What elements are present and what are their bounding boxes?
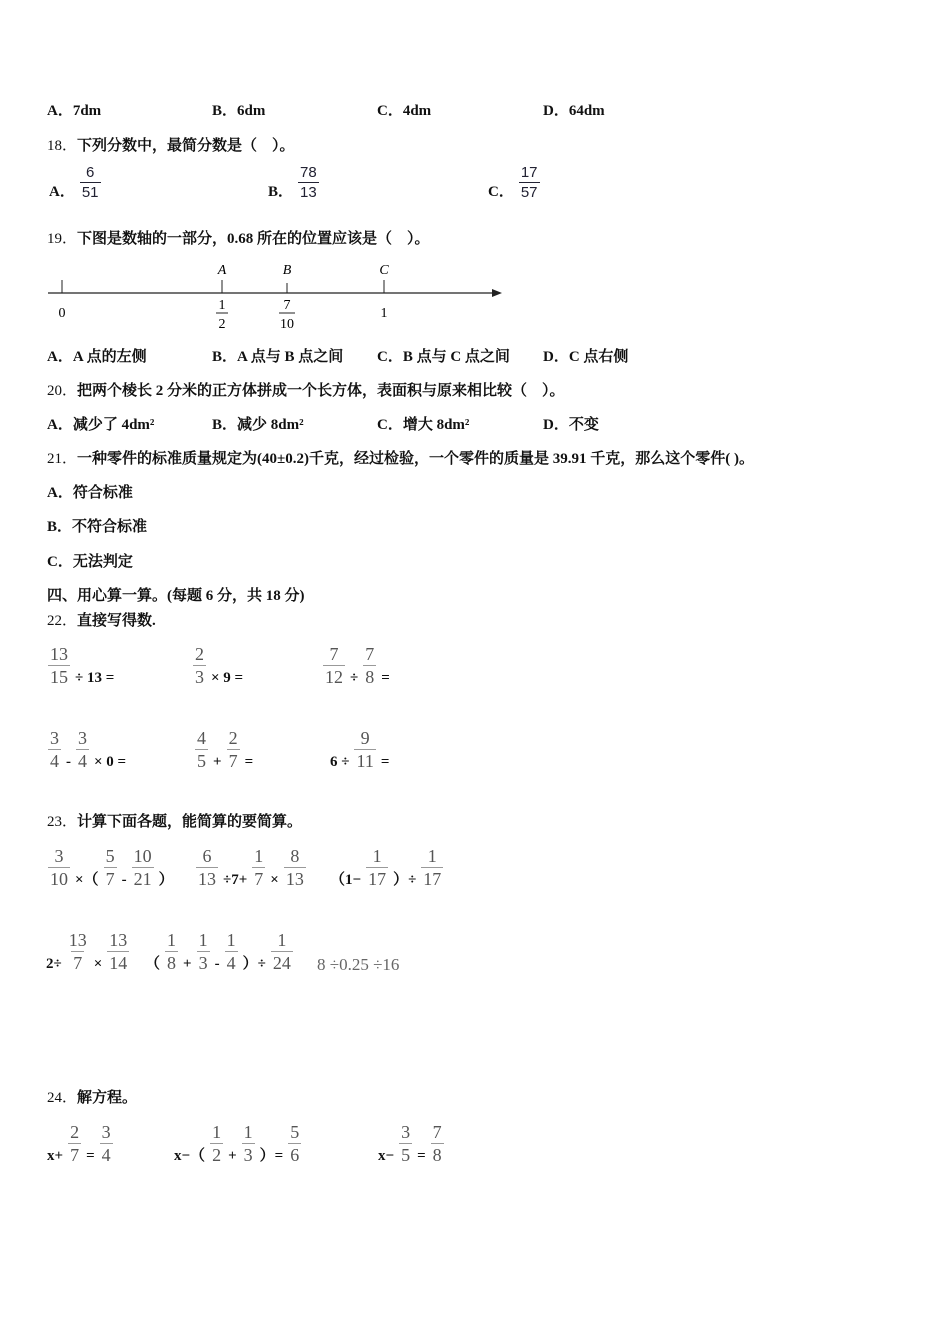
question-text: 一种零件的标准质量规定为(40±0.2)千克，经过检验，一个零件的质量是 39.91 千克，那么这个零件( )。 [77, 451, 754, 467]
q20-option-c[interactable]: C．增大 8dm² [377, 417, 470, 433]
q20-option-b[interactable]: B．减少 8dm² [212, 417, 304, 433]
q18-option-c[interactable] [486, 163, 543, 202]
question-text: 解方程。 [77, 1090, 138, 1106]
numerator: 17 [520, 164, 538, 181]
question-number: 23． [47, 814, 78, 830]
fraction [104, 845, 117, 890]
fraction [431, 1121, 444, 1166]
point-a-label: A [217, 263, 227, 278]
numerator: 1 [372, 846, 382, 866]
q22-expr-6 [328, 727, 391, 772]
q22-expr-4 [45, 727, 128, 772]
numerator: 13 [50, 644, 68, 664]
numerator: 3 [54, 846, 64, 866]
denominator: 5 [197, 751, 206, 771]
q22-expr-2 [190, 643, 245, 688]
numerator: 3 [401, 1122, 411, 1142]
q21-option-a[interactable]: A．符合标准 [47, 485, 133, 501]
operator-text: （1− [330, 872, 362, 888]
fraction [519, 163, 540, 202]
denominator: 8 [432, 1145, 442, 1165]
fraction [366, 845, 388, 890]
numerator: 1 [218, 298, 226, 313]
operator-text: + [228, 1148, 237, 1164]
operator-text: + [213, 754, 222, 770]
numerator: 7 [365, 644, 375, 664]
denominator: 8 [365, 667, 375, 687]
denominator: 7 [254, 869, 264, 889]
q18-question [47, 136, 295, 156]
denominator: 10 [280, 317, 294, 332]
question-text: 下列分数中，最简分数是（ ）。 [77, 138, 295, 154]
q23-question [47, 812, 302, 832]
fraction [76, 727, 89, 772]
q18-option-b[interactable] [266, 163, 322, 202]
fraction [165, 929, 178, 974]
fraction [421, 845, 443, 890]
numerator: 10 [133, 846, 152, 866]
fraction [196, 845, 218, 890]
operator-text: 6 ÷ [330, 754, 350, 770]
numerator: 1 [212, 1122, 222, 1142]
q22-expr-5 [192, 727, 255, 772]
operator-text: = [86, 1148, 95, 1164]
numerator: 9 [360, 728, 370, 748]
denominator: 3 [198, 953, 208, 973]
numerator: 7 [432, 1122, 442, 1142]
numerator: 3 [50, 728, 59, 748]
operator-text: - [214, 956, 220, 972]
operator-text: × 0 = [94, 754, 127, 770]
fraction [193, 643, 206, 688]
fraction [107, 929, 129, 974]
q24-equation-3 [376, 1121, 447, 1166]
denominator: 21 [133, 869, 152, 889]
numerator: 1 [198, 930, 208, 950]
operator-text: ）= [259, 1148, 284, 1164]
numerator: 6 [86, 164, 95, 181]
q23-expr-2 [193, 845, 309, 890]
q19-option-a[interactable]: A．A 点的左侧 [47, 349, 147, 365]
denominator: 11 [356, 751, 374, 771]
fraction [68, 1121, 81, 1166]
q17-option-a[interactable]: A．7dm [47, 103, 102, 119]
denominator: 13 [198, 869, 216, 889]
operator-text: ÷ [350, 670, 359, 686]
fraction [252, 845, 265, 890]
q23-expr-3 [328, 845, 446, 890]
operator-text: ÷ 13 = [75, 670, 115, 686]
q20-option-a[interactable]: A．减少了 4dm² [47, 417, 155, 433]
question-number: 24． [47, 1090, 78, 1106]
q20-question [47, 381, 565, 401]
q23-expr-5 [143, 929, 296, 974]
arrow-icon [492, 289, 502, 297]
q23-expr-4 [44, 929, 132, 974]
q20-option-d[interactable]: D．不变 [543, 417, 599, 433]
numerator: 3 [101, 1122, 111, 1142]
operator-text: × [93, 956, 103, 972]
q19-option-b[interactable]: B．A 点与 B 点之间 [212, 349, 344, 365]
denominator: 3 [195, 667, 204, 687]
question-text: 把两个棱长 2 分米的正方体拼成一个长方体，表面积与原来相比较（ ）。 [77, 383, 565, 399]
operator-text: + [183, 956, 192, 972]
fraction [48, 643, 70, 688]
denominator: 17 [423, 869, 442, 889]
numerator: 1 [277, 930, 287, 950]
operator-text: 8 ÷0.25 ÷16 [317, 955, 400, 974]
fraction [210, 1121, 223, 1166]
operator-text: - [66, 754, 71, 770]
denominator: 7 [105, 869, 115, 889]
operator-text: ）÷ [393, 872, 417, 888]
denominator: 7 [73, 953, 83, 973]
fraction [354, 727, 375, 772]
q24-question [47, 1088, 137, 1108]
q23-expr-1 [45, 845, 176, 890]
fraction [67, 929, 89, 974]
operator-text: （ [145, 956, 161, 972]
denominator: 14 [109, 953, 128, 973]
q22-question [47, 611, 156, 631]
denominator: 12 [325, 667, 343, 687]
fraction [195, 727, 208, 772]
fraction [132, 845, 154, 890]
denominator: 2 [212, 1145, 222, 1165]
fraction [284, 845, 306, 890]
numerator: 8 [290, 846, 300, 866]
denominator: 2 [218, 317, 226, 332]
operator-text: ）÷ [242, 956, 266, 972]
operator-text: × 9 = [211, 670, 244, 686]
operator-text: x−（ [174, 1148, 206, 1164]
numerator: 1 [167, 930, 177, 950]
operator-text: × [270, 872, 279, 888]
q18-option-a[interactable] [47, 163, 104, 202]
question-text: 计算下面各题，能简算的要简算。 [77, 814, 303, 830]
q17-option-c[interactable]: C．4dm [377, 103, 432, 119]
operator-text: ） [158, 872, 174, 888]
numerator: 3 [78, 728, 87, 748]
operator-text: ÷7+ [223, 872, 248, 888]
denominator: 10 [50, 869, 68, 889]
denominator: 3 [243, 1145, 253, 1165]
denominator: 4 [226, 953, 236, 973]
question-number: 21． [47, 451, 78, 467]
q19-option-c[interactable]: C．B 点与 C 点之间 [377, 349, 510, 365]
question-text: 直接写得数. [77, 613, 156, 629]
fraction [197, 929, 210, 974]
denominator: 15 [50, 667, 68, 687]
option-label: B． [268, 184, 294, 200]
denominator: 51 [81, 184, 99, 201]
operator-text: = [380, 754, 390, 770]
fraction [363, 643, 376, 688]
fraction [100, 1121, 113, 1166]
operator-text: = [381, 670, 390, 686]
fraction [323, 643, 345, 688]
denominator: 17 [368, 869, 387, 889]
numerator: 78 [300, 164, 317, 181]
point-c-label: C [379, 263, 389, 278]
denominator: 5 [401, 1145, 411, 1165]
denominator: 24 [272, 953, 291, 973]
fraction [271, 929, 293, 974]
point-b-label: B [282, 263, 292, 278]
q24-equation-2 [172, 1121, 304, 1166]
numerator: 1 [254, 846, 264, 866]
option-label: C． [488, 184, 514, 200]
operator-text: - [121, 872, 127, 888]
numerator: 4 [197, 728, 206, 748]
denominator: 57 [520, 184, 538, 201]
q22-expr-1 [45, 643, 116, 688]
q19-option-d[interactable]: D．C 点右侧 [543, 349, 629, 365]
numerator: 13 [109, 930, 128, 950]
section-4-title: 四、用心算一算。(每题 6 分，共 18 分) [47, 588, 305, 604]
numerator: 6 [202, 846, 212, 866]
label-zero: 0 [58, 306, 66, 321]
numerator: 13 [68, 930, 87, 950]
option-label: A． [49, 184, 75, 200]
q21-question [47, 449, 754, 469]
question-number: 19． [47, 231, 78, 247]
numerator: 1 [427, 846, 437, 866]
operator-text: = [244, 754, 254, 770]
q22-expr-3 [320, 643, 392, 688]
numerator: 2 [228, 728, 238, 748]
denominator: 13 [285, 869, 304, 889]
fraction [225, 929, 238, 974]
numerator: 2 [195, 644, 204, 664]
q24-equation-1 [45, 1121, 116, 1166]
q19-question [47, 229, 430, 249]
denominator: 4 [78, 751, 87, 771]
operator-text: = [417, 1148, 426, 1164]
denominator: 8 [167, 953, 177, 973]
label-one: 1 [380, 306, 388, 321]
numerator: 7 [283, 298, 291, 313]
denominator: 4 [101, 1145, 111, 1165]
fraction [288, 1121, 301, 1166]
denominator: 7 [228, 751, 238, 771]
question-text: 下图是数轴的一部分，0.68 所在的位置应该是（ ）。 [77, 231, 430, 247]
numerator: 1 [226, 930, 236, 950]
fraction [298, 163, 319, 202]
q17-option-d[interactable]: D．64dm [543, 103, 605, 119]
question-number: 18． [47, 138, 78, 154]
fraction [227, 727, 240, 772]
denominator: 4 [50, 751, 59, 771]
q23-expr-6 [315, 955, 401, 975]
question-number: 22． [47, 613, 78, 629]
numerator: 1 [243, 1122, 253, 1142]
question-number: 20． [47, 383, 78, 399]
operator-text: ×（ [75, 872, 99, 888]
numerator: 2 [70, 1122, 80, 1142]
numerator: 7 [329, 644, 339, 664]
operator-text: 2÷ [46, 956, 62, 972]
q21-option-c[interactable]: C．无法判定 [47, 554, 133, 570]
denominator: 7 [70, 1145, 80, 1165]
operator-text: x+ [47, 1148, 64, 1164]
fraction [80, 163, 101, 202]
operator-text: x− [378, 1148, 395, 1164]
denominator: 13 [300, 184, 317, 201]
q21-option-b[interactable]: B．不符合标准 [47, 519, 148, 535]
fraction [399, 1121, 412, 1166]
number-line [40, 258, 520, 338]
fraction [48, 727, 61, 772]
q17-option-b[interactable]: B．6dm [212, 103, 266, 119]
numerator: 5 [105, 846, 115, 866]
fraction [48, 845, 70, 890]
numerator: 5 [290, 1122, 300, 1142]
denominator: 6 [290, 1145, 300, 1165]
fraction [242, 1121, 255, 1166]
